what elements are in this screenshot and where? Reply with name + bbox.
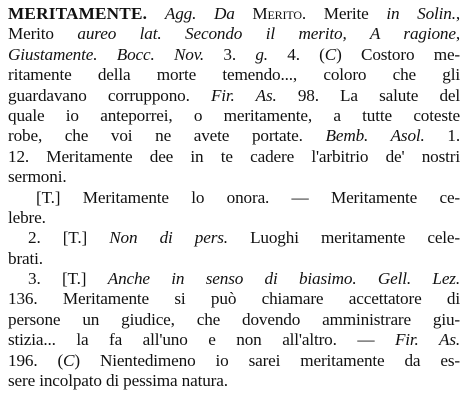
sense-1-line-2: lebre. [8, 207, 46, 227]
definition: Secondo il merito, A ragione [185, 24, 456, 44]
sense-1-line-1: [T.] Meritamente lo onora. — Meritamente ce- [36, 187, 460, 207]
sense-2-line-2: brati. [8, 248, 43, 268]
entry-line-8: 12. Meritamente dee in te cadere l'arbitrio de' nostri [8, 146, 460, 166]
entry-line-3: Giustamente. Bocc. Nov. 3. g. 4. (C) Costoro me- [8, 44, 460, 64]
citation: Fir. As. [394, 330, 460, 350]
sense-3-line-4: stizia... la fa all'uno e non all'altro. — Fir. As. [8, 330, 460, 350]
part-of-speech: Agg. [164, 4, 197, 23]
sense-2-line-1: 2. [T.] Non di pers. Luoghi meritamente cele- [28, 228, 460, 248]
entry-line-1: MERITAMENTE. Agg. Da Merito. Merite in Solin., [8, 4, 461, 23]
entry-line-5: guardavano corruppono. Fir. As. 98. La salute del [8, 85, 460, 105]
entry-line-4: ritamente della morte temendo..., coloro che gli [8, 65, 460, 85]
citation: Fir. As. [210, 85, 277, 105]
cross-reference: Merito [252, 4, 302, 23]
sense-3-line-3: persone un giudice, che dovendo amministrare giu- [8, 309, 460, 329]
citation: Bemb. Asol. [325, 126, 425, 146]
sense-3-line-2: 136. Meritamente si può chiamare accettatore di [8, 289, 460, 309]
sense-3-line-1: 3. [T.] Anche in senso di biasimo. Gell. Lez. [28, 269, 460, 289]
entry-line-2: Merito aureo lat. Secondo il merito, A ragione, [8, 24, 461, 44]
entry-line-7: robe, che voi ne avete portate. Bemb. Asol. 1. [8, 126, 460, 146]
citation: Gell. Lez. [377, 269, 460, 289]
entry-line-9: sermoni. [8, 167, 67, 187]
headword: MERITAMENTE. [8, 4, 148, 23]
sense-3-line-5: 196. (C) Nientedimeno io sarei meritamente da es- [8, 350, 460, 370]
sense-3-line-6: sere incolpato di pessima natura. [8, 371, 228, 391]
entry-line-6: quale io anteporrei, o meritamente, a tutte coteste [8, 105, 460, 125]
citation: Bocc. Nov. [116, 44, 205, 64]
